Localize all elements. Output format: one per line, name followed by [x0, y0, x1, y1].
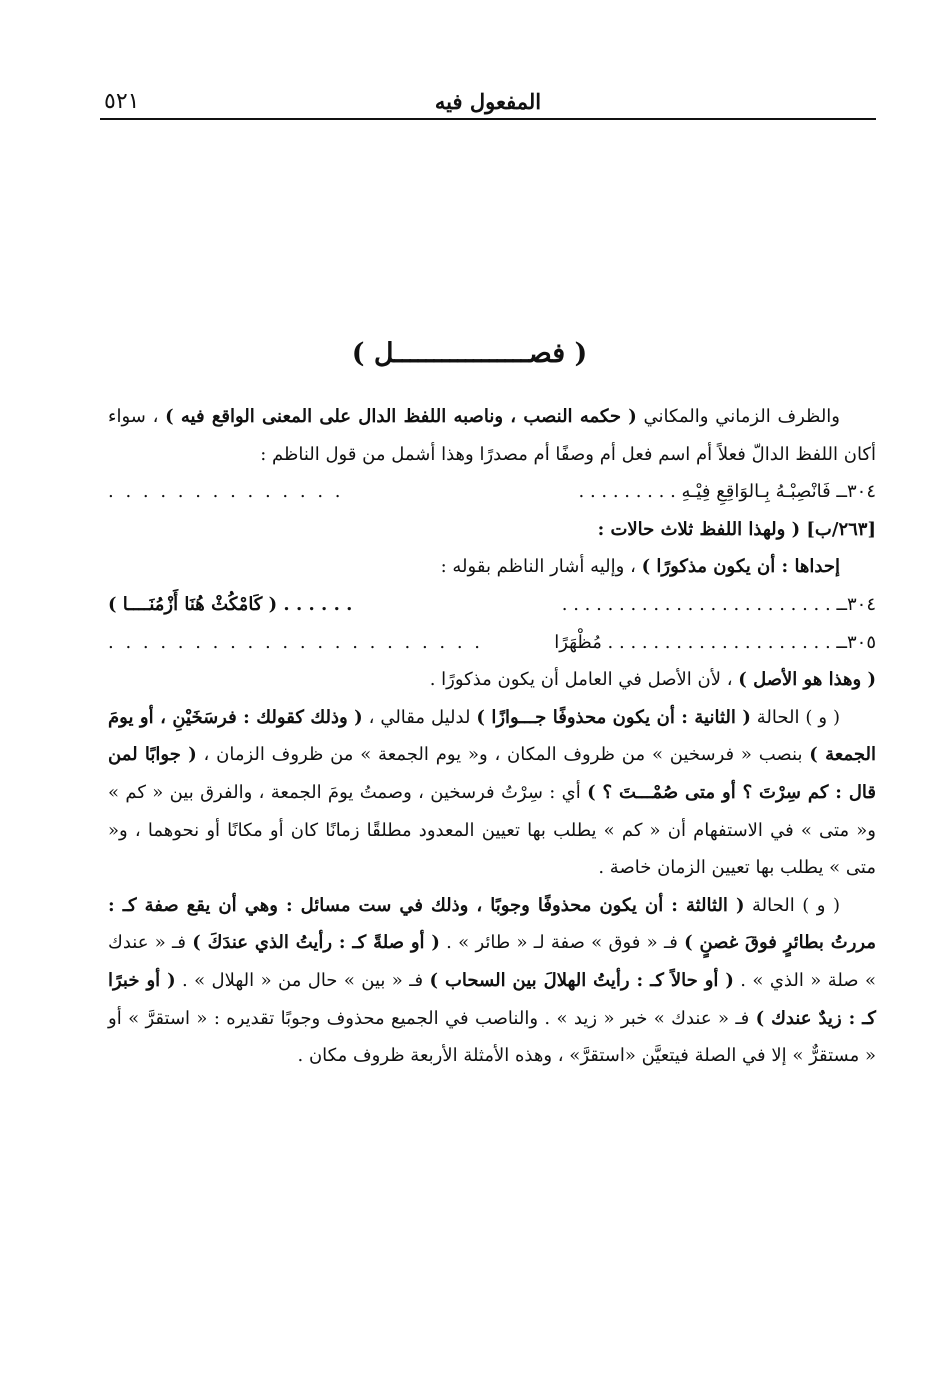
paragraph-second-state [108, 699, 876, 887]
text-run: والظرف الزماني والمكاني [636, 406, 840, 427]
bold-text-run: ( أو حالاً كـ : رأيتُ الهلالَ بين السحاب ) [429, 969, 734, 991]
paragraph-definition [108, 398, 876, 473]
manuscript-reference: [٢٦٣/ب] [800, 518, 876, 540]
paragraph-origin [108, 661, 876, 699]
paragraph-three-states [108, 511, 876, 549]
verse-hemistich-right: ٣٠٥ــ . . . . . . . . . . . . . . . . . . . . مُظْهَرًا [554, 631, 876, 653]
body-text [108, 398, 876, 1075]
bold-text-run: ( ولهذا اللفظ ثلاث حالات : [597, 518, 801, 540]
text-run: ، وإليه أشار الناظم بقوله : [440, 556, 642, 578]
verse-hemistich-left: . . . . . . ( كَامْكُثْ هُنَا أَزْمُنَــــا ) [108, 593, 353, 615]
running-header [100, 84, 876, 120]
text-run: فـ « عندك » خبر « زيد » . والناصب في الجميع محذوف وجوبًا تقديره : « استقرَّ » أو « مستقرٌّ » إلا في الصلة فيتعيَّن «استقرَّ» ، وهذه الأمثلة الأربعة ظروف مكان . [108, 1007, 876, 1067]
bold-text-run: ( أو صلةً كـ : رأيتُ الذي عندَكَ ) [192, 932, 440, 954]
running-title: المفعول فيه [434, 89, 542, 114]
text-run: ( و ) الحالة [750, 706, 840, 728]
bold-text-run: ( الثالثة : أن يكون محذوفًا وجوبًا ، وذلك في ست مسائل : وهي أن يقع صفة كـ : مررتُ بطائرٍ فوقَ غصنٍ ) [108, 894, 876, 954]
bold-text-run: ( الثانية : أن يكون محذوفًا جـــوازًا ) [476, 706, 751, 728]
text-run: أي : سِرْتُ فرسخين ، وصمتُ يومَ الجمعة ، والفرق بين « كم » و« متى » في الاستفهام أن « كم » يطلب بها تعيين المعدود مطلقًا زمانًا كان أو مكانًا أو نحوهما ، و« متى » يطلب بها تعيين الزمان خاصة . [108, 781, 876, 879]
text-run: فـ « فوق » صفة لـ « طائر » . [439, 932, 685, 954]
bold-text-run: ( أو خبرًا كـ : زيدٌ عندك ) [108, 969, 876, 1029]
bold-text-run: ( حكمه النصب ، وناصبه اللفظ الدال على المعنى الواقع فيه ) [165, 406, 637, 427]
bold-text-run: إحداها : أن يكون مذكورًا ) [641, 556, 840, 578]
bold-text-run: ( وذلك كقولك : فرسَخَيْنِ ، أو يومَ الجمعة ) [108, 706, 876, 766]
bold-text-run: ( جوابًا لمن قال : كم سِرْتَ ؟ أو متى صُمْـــتَ ؟ ) [108, 744, 876, 803]
verse-hemistich-left: . . . . . . . . . . . . . . . . . . . . . . [108, 631, 484, 653]
verse-line-305 [108, 624, 876, 662]
bold-text-run: ( وهذا هو الأصل ) [738, 669, 876, 691]
verse-hemistich-right: ٣٠٤ــ فَانْصِبْـهُ بِـالوَاقِعِ فِيْـهِ . . . . . . . . . [578, 481, 876, 503]
text-run: ( و ) الحالة [744, 894, 840, 916]
text-run: بنصب « فرسخين » من ظروف المكان ، و« يوم الجمعة » من ظروف الزمان ، [196, 744, 810, 766]
text-run: فـ « بين » حال من « الهلال » . [175, 969, 430, 991]
verse-line-304-second [108, 586, 876, 624]
verse-hemistich-right: ٣٠٤ــ . . . . . . . . . . . . . . . . . . . . . . . . [561, 593, 876, 615]
paragraph-third-state [108, 887, 876, 1075]
verse-line-304-first [108, 473, 876, 511]
text-run: ، سواء أكان اللفظ الدالّ فعلاً أم اسم فعل أم وصفًا أم مصدرًا وهذا أشمل من قول الناظم : [108, 406, 876, 465]
text-run: لدليل مقالي ، [362, 706, 477, 728]
verse-hemistich-left: . . . . . . . . . . . . . . [108, 481, 344, 503]
section-heading: ( فصـــــــــــــــــل ) [351, 338, 588, 369]
paragraph-first-state [108, 548, 876, 586]
text-run: فـ « عندك » صلة « الذي » . [108, 932, 877, 991]
text-run: ، لأن الأصل في العامل أن يكون مذكورًا . [429, 669, 739, 691]
page-number: ٥٢١ [104, 89, 140, 114]
